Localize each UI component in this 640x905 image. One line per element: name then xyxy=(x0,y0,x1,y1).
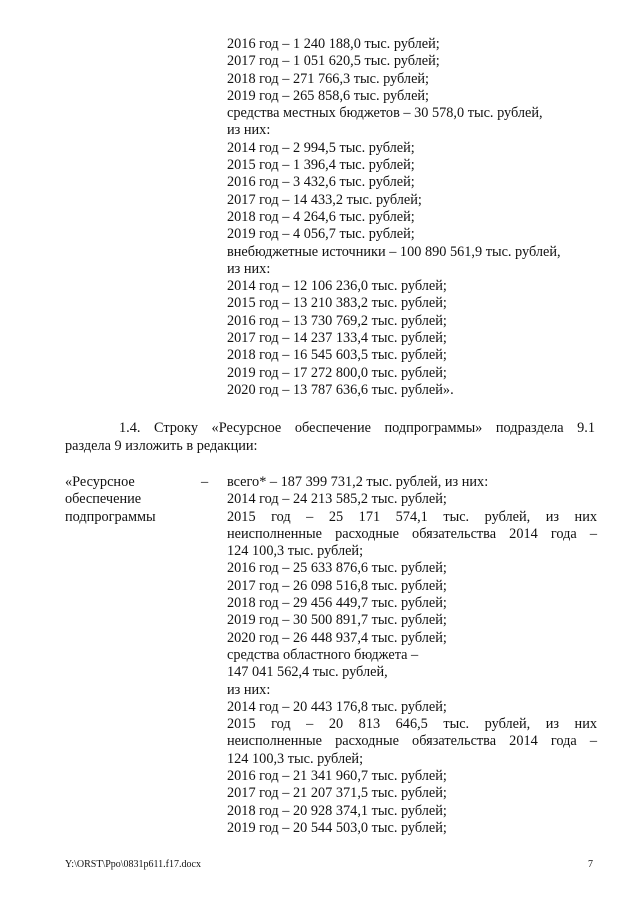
resource-line: 2016 год – 21 341 960,7 тыс. рублей; xyxy=(227,768,447,785)
text-line: 2019 год – 17 272 800,0 тыс. рублей; xyxy=(227,364,447,381)
resource-label xyxy=(65,474,156,526)
resource-line: 2018 год – 20 928 374,1 тыс. рублей; xyxy=(227,802,447,819)
text-line: 2020 год – 13 787 636,6 тыс. рублей». xyxy=(227,381,454,398)
page-number: 7 xyxy=(588,859,593,870)
text-line: 2014 год – 12 106 236,0 тыс. рублей; xyxy=(227,278,447,295)
resource-line: 2016 год – 25 633 876,6 тыс. рублей; xyxy=(227,560,447,577)
resource-line: неисполненные расходные обязательства 2014 года – xyxy=(227,733,597,750)
resource-line: 124 100,3 тыс. рублей; xyxy=(227,543,364,560)
resource-line: 2015 год – 25 171 574,1 тыс. рублей, из них xyxy=(227,508,597,525)
amendment-paragraph xyxy=(65,419,595,455)
text-line: из них: xyxy=(227,260,271,277)
text-line: 2019 год – 265 858,6 тыс. рублей; xyxy=(227,87,430,104)
funding-continuation-block xyxy=(227,36,561,399)
resource-values-block xyxy=(227,474,597,837)
resource-line: всего* – 187 399 731,2 тыс. рублей, из них: xyxy=(227,474,489,490)
text-line: 2014 год – 2 994,5 тыс. рублей; xyxy=(227,139,415,156)
resource-line: 2020 год – 26 448 937,4 тыс. рублей; xyxy=(227,629,447,646)
resource-line: 2019 год – 30 500 891,7 тыс. рублей; xyxy=(227,612,447,629)
footer-file-path: Y:\ORST\Ppo\0831p611.f17.docx xyxy=(65,859,201,870)
text-line: средства местных бюджетов – 30 578,0 тыс. рублей, xyxy=(227,105,543,122)
resource-line: 2014 год – 20 443 176,8 тыс. рублей; xyxy=(227,698,447,715)
resource-line: 2019 год – 20 544 503,0 тыс. рублей; xyxy=(227,819,447,836)
resource-line: средства областного бюджета – xyxy=(227,646,419,663)
text-line: 2018 год – 271 766,3 тыс. рублей; xyxy=(227,70,430,87)
text-line: 2016 год – 3 432,6 тыс. рублей; xyxy=(227,174,415,191)
paragraph-line-2: раздела 9 изложить в редакции: xyxy=(65,438,258,454)
label-line: «Ресурсное xyxy=(65,474,135,490)
text-line: 2018 год – 4 264,6 тыс. рублей; xyxy=(227,208,415,225)
resource-line: 2014 год – 24 213 585,2 тыс. рублей; xyxy=(227,491,447,508)
text-line: 2017 год – 14 433,2 тыс. рублей; xyxy=(227,191,422,208)
text-line: из них: xyxy=(227,122,271,139)
text-line: 2018 год – 16 545 603,5 тыс. рублей; xyxy=(227,347,447,364)
label-line: подпрограммы xyxy=(65,508,156,525)
text-line: 2017 год – 1 051 620,5 тыс. рублей; xyxy=(227,53,440,70)
text-line: 2019 год – 4 056,7 тыс. рублей; xyxy=(227,226,415,243)
resource-line: 2018 год – 29 456 449,7 тыс. рублей; xyxy=(227,595,447,612)
label-line: обеспечение xyxy=(65,491,142,508)
resource-line: неисполненные расходные обязательства 2014 года – xyxy=(227,525,597,542)
text-line: 2015 год – 1 396,4 тыс. рублей; xyxy=(227,157,415,174)
resource-line: из них: xyxy=(227,681,271,698)
text-line: 2015 год – 13 210 383,2 тыс. рублей; xyxy=(227,295,447,312)
resource-line: 2017 год – 21 207 371,5 тыс. рублей; xyxy=(227,785,447,802)
label-dash: – xyxy=(201,474,209,490)
text-line: 2016 год – 13 730 769,2 тыс. рублей; xyxy=(227,312,447,329)
resource-line: 2015 год – 20 813 646,5 тыс. рублей, из них xyxy=(227,716,597,733)
resource-line: 124 100,3 тыс. рублей; xyxy=(227,750,364,767)
text-line: внебюджетные источники – 100 890 561,9 тыс. рублей, xyxy=(227,243,561,260)
resource-line: 147 041 562,4 тыс. рублей, xyxy=(227,664,388,681)
paragraph-line-1: 1.4. Строку «Ресурсное обеспечение подпрограммы» подраздела 9.1 xyxy=(119,420,595,436)
text-line: 2016 год – 1 240 188,0 тыс. рублей; xyxy=(227,36,440,52)
resource-line: 2017 год – 26 098 516,8 тыс. рублей; xyxy=(227,577,447,594)
text-line: 2017 год – 14 237 133,4 тыс. рублей; xyxy=(227,330,447,347)
